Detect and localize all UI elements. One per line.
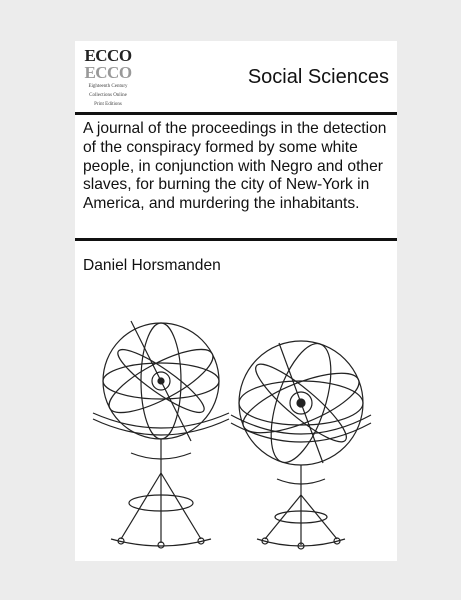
logo-mark-reflection: ECCO xyxy=(84,63,132,82)
ecco-logo xyxy=(81,47,135,111)
book-title: A journal of the proceedings in the detection of the conspiracy formed by some white people, in conjunction with Negro and other slaves, for burning the city of New-York in America, and murdering the inhabitants. xyxy=(83,120,387,213)
series-label: Social Sciences xyxy=(247,66,389,88)
logo-subtitle-3: Print Editions xyxy=(94,102,122,107)
logo-subtitle-1: Eighteenth Century xyxy=(88,84,128,89)
cover-panel xyxy=(75,41,397,561)
logo-subtitle-2: Collections Online xyxy=(89,93,127,98)
cover-header xyxy=(75,41,397,119)
header-divider xyxy=(75,112,397,115)
left-armillary-sphere xyxy=(93,321,229,548)
right-armillary-sphere xyxy=(231,337,371,549)
logo-mark: ECCO xyxy=(84,46,132,65)
armillary-spheres-illustration xyxy=(81,303,391,561)
book-author: Daniel Horsmanden xyxy=(83,257,221,274)
title-divider xyxy=(75,238,397,241)
